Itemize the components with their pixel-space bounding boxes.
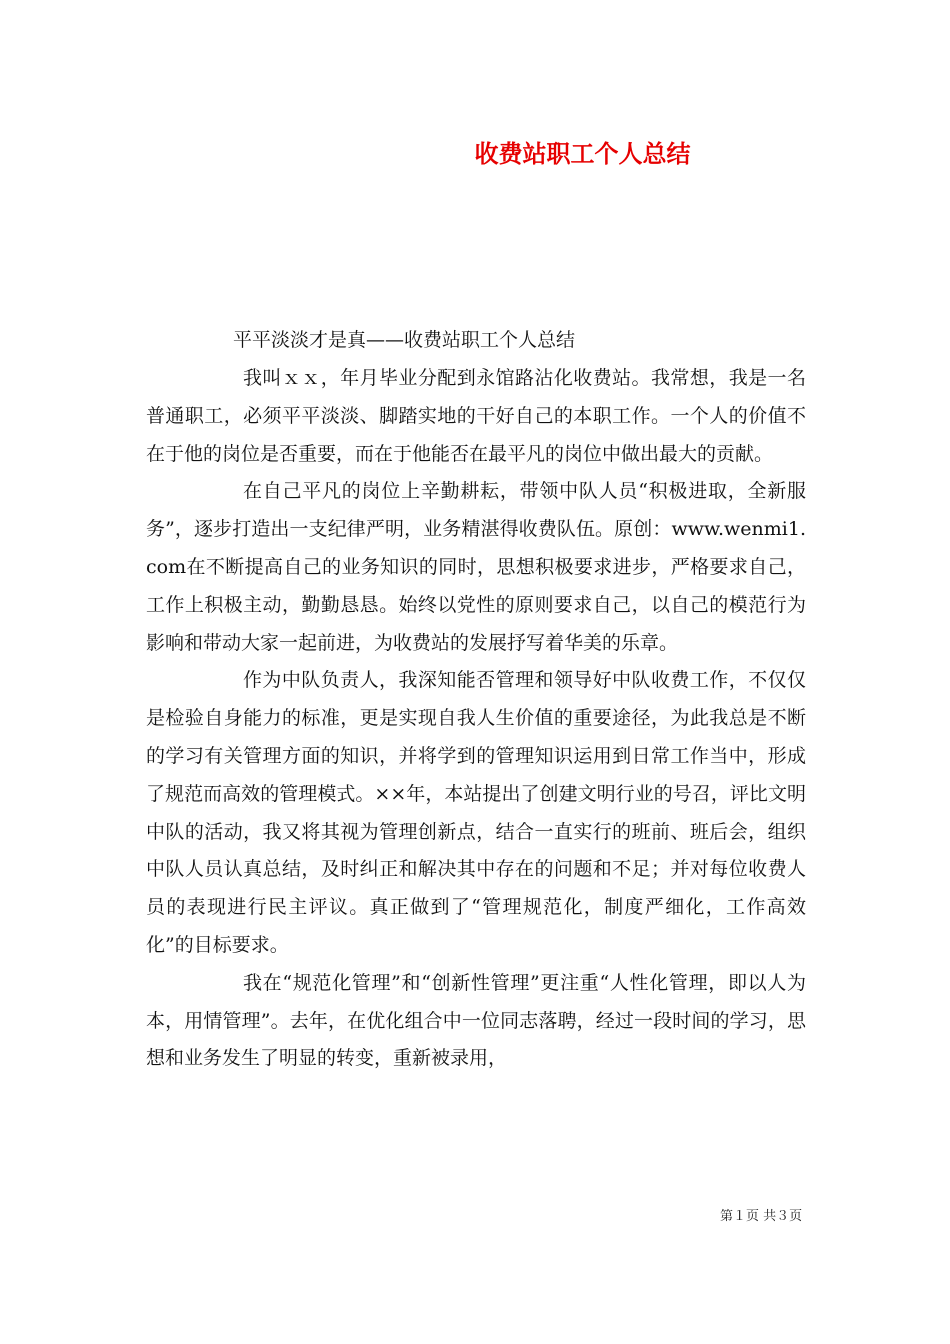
paragraph-3: 作为中队负责人，我深知能否管理和领导好中队收费工作，不仅仅是检验自身能力的标准，更是实现自我人生价值的重要途径，为此我总是不断的学习有关管理方面的知识，并将学到的管理知识运用到日常工作当中，形成了规范而高效的管理模式。××年，本站提出了创建文明行业的号召，评比文明中队的活动，我又将其视为管理创新点，结合一直实行的班前、班后会，组织中队人员认真总结，及时纠正和解决其中存在的问题和不足；并对每位收费人员的表现进行民主评议。真正做到了“管理规范化，制度严细化，工作高效化”的目标要求。 — [146, 669, 806, 956]
paragraph-2: 在自己平凡的岗位上辛勤耕耘，带领中队人员“积极进取，全新服务”，逐步打造出一支纪律严明，业务精湛得收费队伍。原创：www.wenmi1.com在不断提高自己的业务知识的同时，思想积极要求进步，严格要求自己，工作上积极主动，勤勤恳恳。始终以党性的原则要求自己，以自己的模范行为影响和带动大家一起前进，为收费站的发展抒写着华美的乐章。 — [146, 480, 806, 654]
document-subtitle: 平平淡淡才是真——收费站职工个人总结 — [233, 329, 576, 351]
paragraph-4: 我在“规范化管理”和“创新性管理”更注重“人性化管理，即以人为本，用情管理”。去年，在优化组合中一位同志落聘，经过一段时间的学习，思想和业务发生了明显的转变，重新被录用， — [146, 971, 806, 1070]
document-title: 收费站职工个人总结 — [474, 140, 691, 168]
paragraph-1: 我叫ｘｘ，年月毕业分配到永馆路沾化收费站。我常想，我是一名普通职工，必须平平淡淡、脚踏实地的干好自己的本职工作。一个人的价值不在于他的岗位是否重要，而在于他能否在最平凡的岗位中做出最大的贡献。 — [146, 367, 806, 465]
document-body — [146, 360, 806, 1078]
page-footer: 第１页 共３页 — [720, 1209, 803, 1224]
